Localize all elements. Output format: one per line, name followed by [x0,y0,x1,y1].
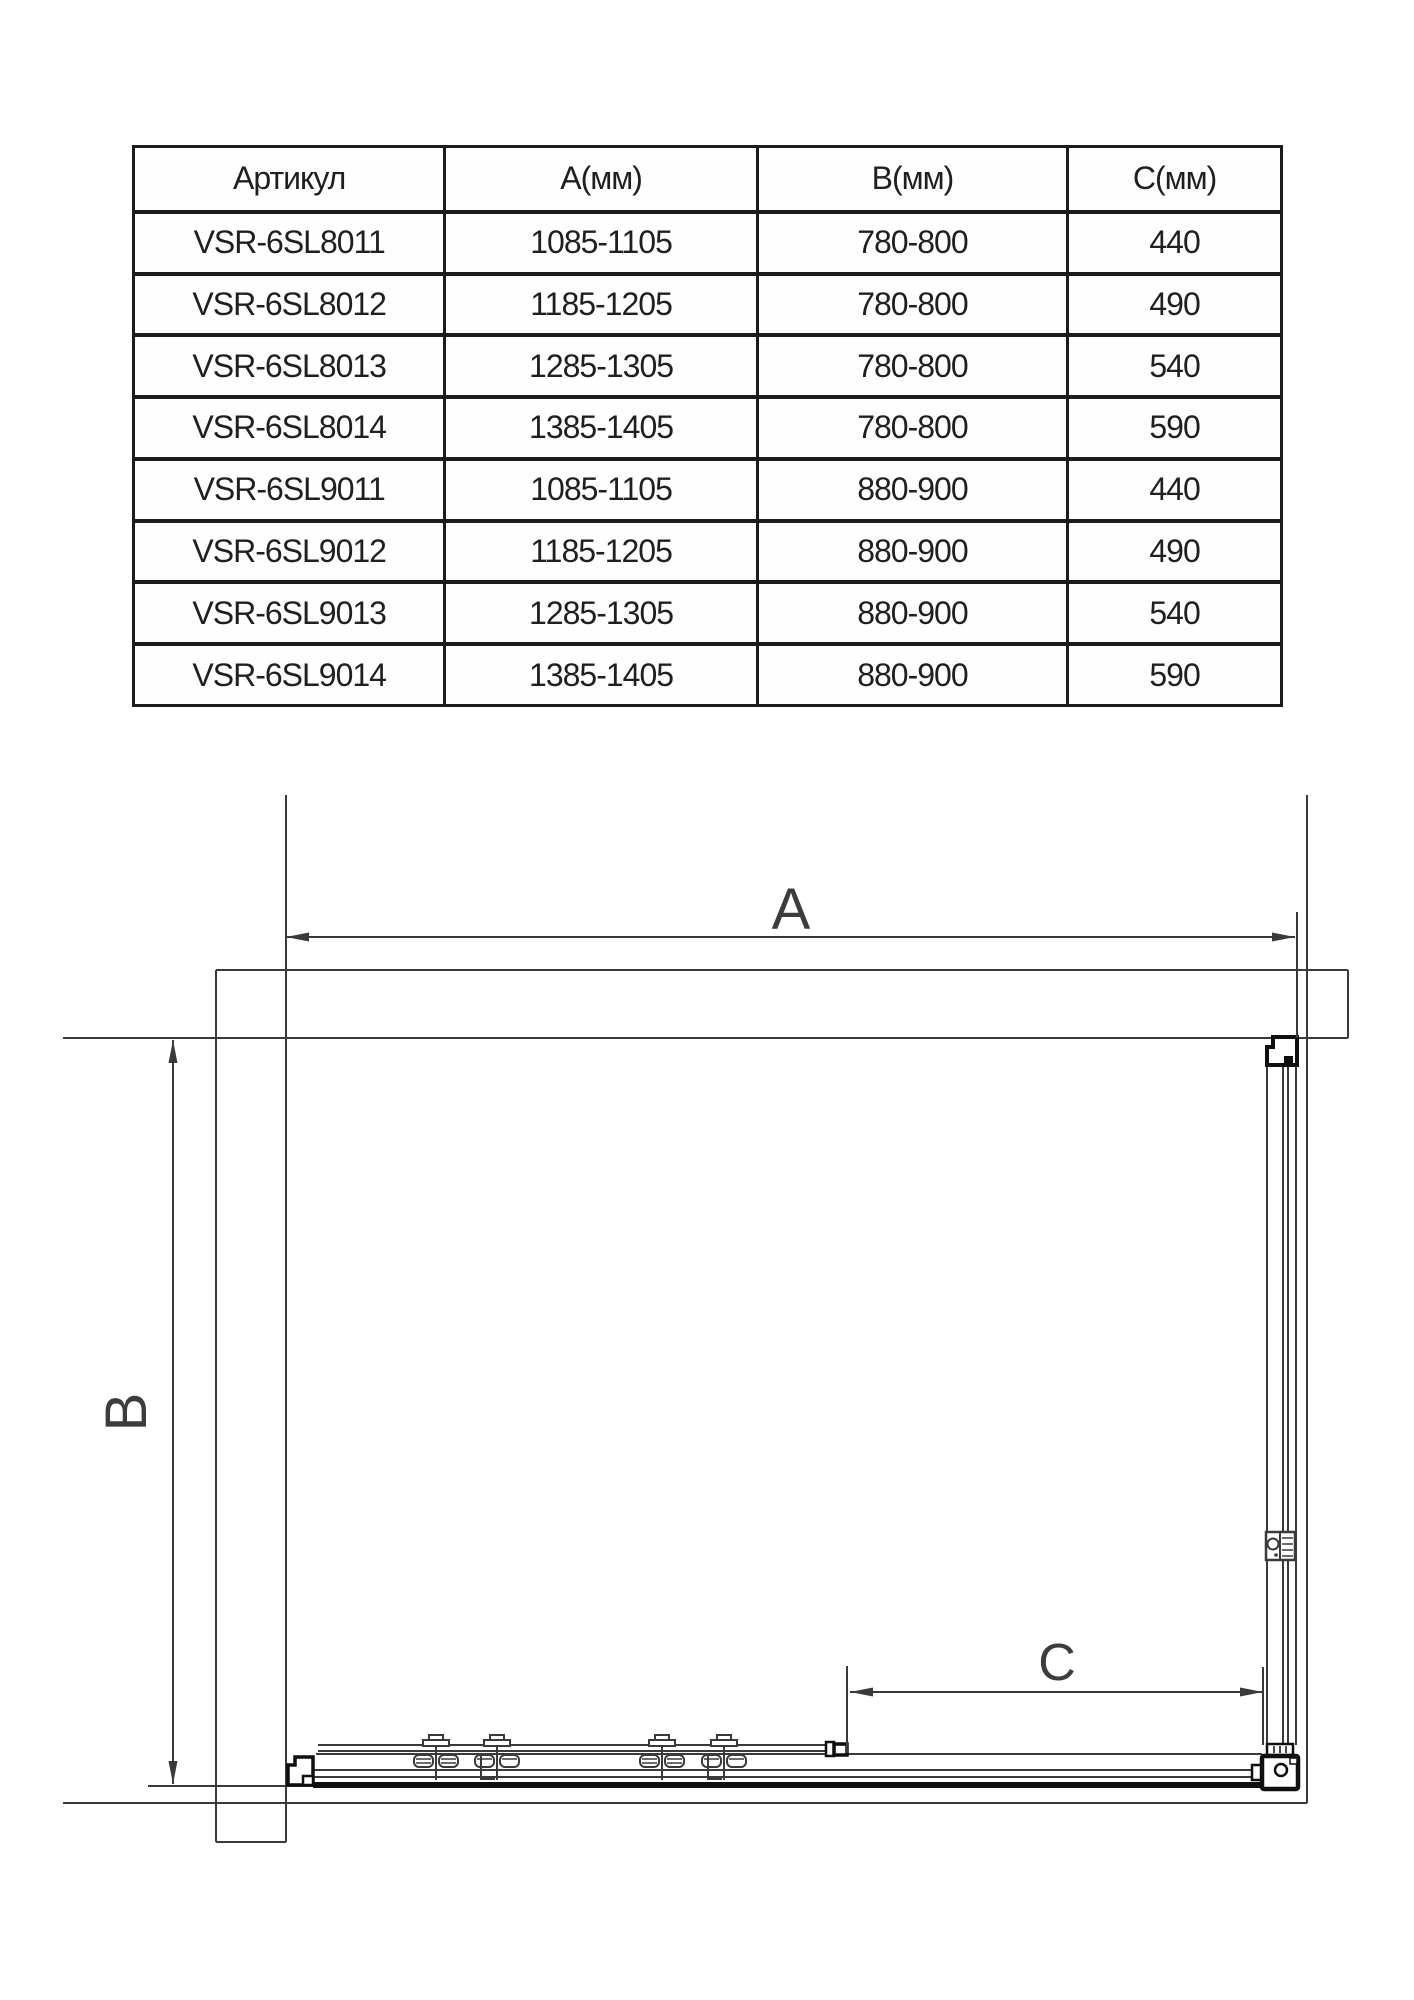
table-cell-a: 1385-1405 [443,642,755,704]
roller-carriages [414,1735,746,1780]
table-cell-a: 1285-1305 [443,580,755,642]
back-wall [63,970,1348,1038]
table-cell-a: 1185-1205 [443,272,755,334]
table-cell-c: 540 [1066,333,1280,395]
panel-clamp-mid [1266,1532,1295,1560]
table-header-article: Артикул [233,160,346,197]
door-edge-stopper [826,1742,847,1756]
table-cell-article: VSR-6SL9012 [135,519,443,581]
table-cell-article: VSR-6SL9013 [135,580,443,642]
dimension-c [847,1634,1263,1753]
shower-tray-outline [63,795,1307,1803]
table-cell-b: 880-900 [756,580,1066,642]
table-cell-a: 1185-1205 [443,519,755,581]
table-cell-article: VSR-6SL8012 [135,272,443,334]
table-cell-b: 880-900 [756,457,1066,519]
left-wall [216,795,286,1842]
table-header-c: C(мм) [1066,148,1280,210]
table-header-a: A(мм) [443,148,755,210]
dimension-b-label: B [94,1392,159,1432]
table-header-b: B(мм) [756,148,1066,210]
table-cell-article: VSR-6SL9011 [135,457,443,519]
wall-profile-left [288,1757,313,1785]
dimension-b [94,1040,178,1784]
corner-bracket-top [1267,1037,1297,1065]
sliding-door-glass [318,1745,845,1751]
table-cell-c: 540 [1066,580,1280,642]
table-cell-b: 780-800 [756,333,1066,395]
dimension-a-label: A [771,877,811,942]
roller [702,1735,746,1780]
table-cell-article: VSR-6SL8013 [135,333,443,395]
table-cell-c: 440 [1066,210,1280,272]
table-cell-c: 440 [1066,457,1280,519]
roller [414,1735,458,1780]
table-cell-b: 880-900 [756,519,1066,581]
table-cell-a: 1085-1105 [443,210,755,272]
panel-clamp-bottom [1267,1744,1293,1755]
table-cell-article: VSR-6SL8011 [135,210,443,272]
table-cell-article: VSR-6SL8014 [135,395,443,457]
table-cell-c: 590 [1066,642,1280,704]
table-cell-b: 780-800 [756,395,1066,457]
table-cell-b: 780-800 [756,210,1066,272]
roller [640,1735,684,1780]
table-cell-a: 1085-1105 [443,457,755,519]
table-cell-c: 490 [1066,519,1280,581]
table-cell-article: VSR-6SL9014 [135,642,443,704]
table-cell-a: 1285-1305 [443,333,755,395]
table-cell-b: 880-900 [756,642,1066,704]
right-fixed-panel [1267,1066,1296,1745]
roller [475,1735,519,1780]
dimension-c-label: C [1038,1634,1076,1692]
dimension-a [286,877,1297,1038]
table-cell-c: 590 [1066,395,1280,457]
table-cell-c: 490 [1066,272,1280,334]
table-cell-b: 780-800 [756,272,1066,334]
table-cell-a: 1385-1405 [443,395,755,457]
